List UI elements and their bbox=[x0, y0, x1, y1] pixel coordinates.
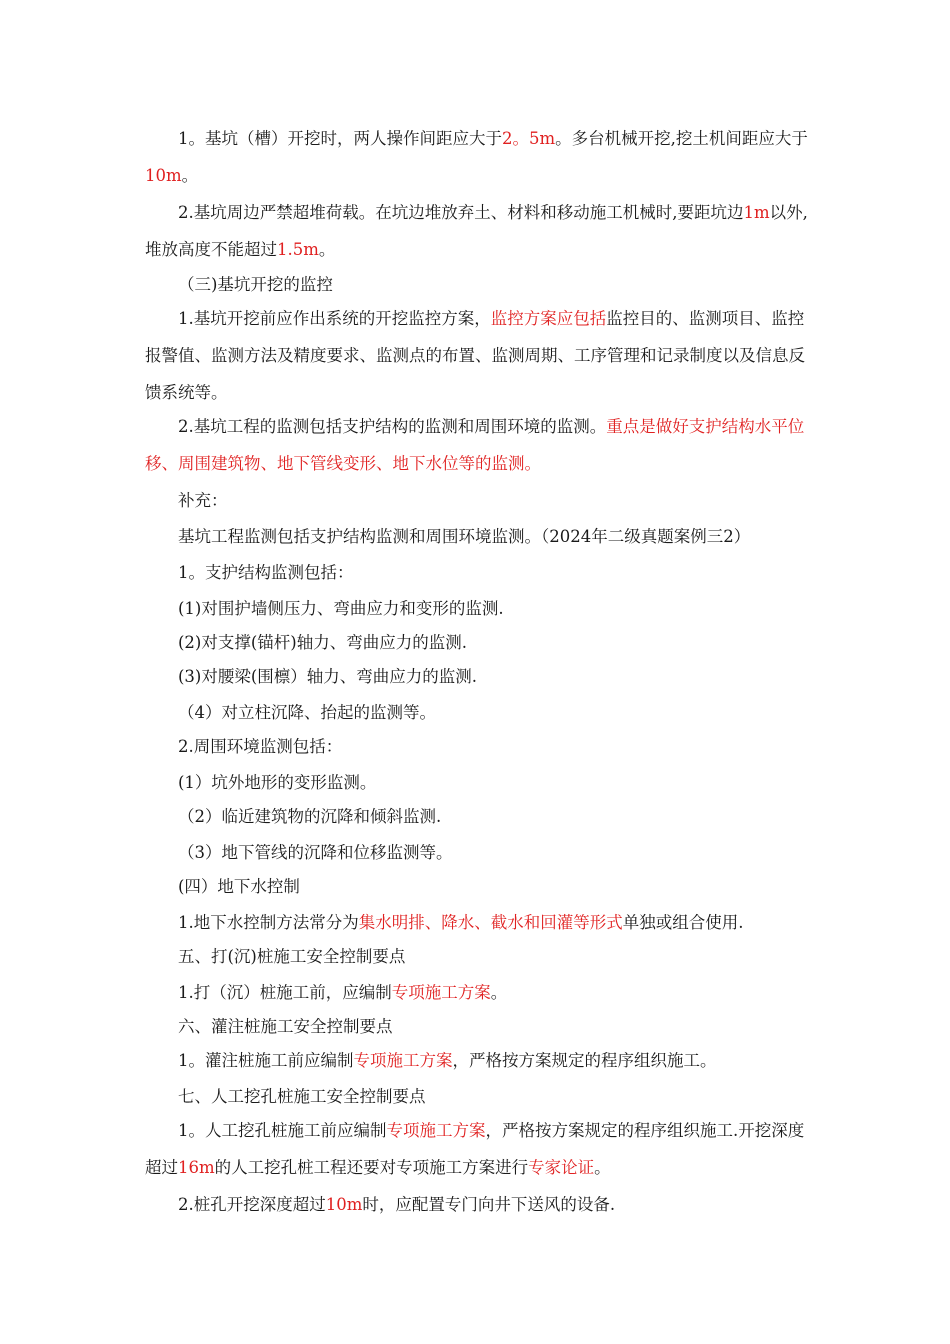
paragraph-manual-pile-plan: 1。人工挖孔桩施工前应编制专项施工方案，严格按方案规定的程序组织施工.开挖深度超过16m的人工挖孔桩工程还要对专项施工方案进行专家论证。 bbox=[145, 1121, 805, 1177]
heading-groundwater-control: (四）地下水控制 bbox=[178, 877, 300, 896]
paragraph-driven-pile-plan: 1.打（沉）桩施工前，应编制专项施工方案。 bbox=[178, 983, 508, 1002]
paragraph-monitoring-scope: 2.基坑工程的监测包括支护结构的监测和周围环境的监测。重点是做好支护结构水平位移、周围建筑物、地下管线变形、地下水位等的监测。 bbox=[145, 417, 805, 473]
paragraph-groundwater-methods: 1.地下水控制方法常分为集水明排、降水、截水和回灌等形式单独或组合使用. bbox=[178, 913, 744, 932]
paragraph-ventilation: 2.桩孔开挖深度超过10m时，应配置专门向井下送风的设备. bbox=[178, 1195, 616, 1214]
heading-support-monitoring: 1。支护结构监测包括： bbox=[178, 563, 354, 582]
paragraph-monitoring-plan: 1.基坑开挖前应作出系统的开挖监控方案，监控方案应包括监控目的、监测项目、监控报警值、监测方法及精度要求、监测点的布置、监测周期、工序管理和记录制度以及信息反馈系统等。 bbox=[145, 309, 805, 402]
list-item-support-2: (2)对支撑(锚杆)轴力、弯曲应力的监测. bbox=[178, 633, 467, 652]
list-item-support-4: （4）对立柱沉降、抬起的监测等。 bbox=[178, 703, 436, 722]
heading-manual-pile: 七、人工挖孔桩施工安全控制要点 bbox=[178, 1087, 426, 1106]
list-item-environment-1: (1）坑外地形的变形监测。 bbox=[178, 773, 377, 792]
heading-driven-pile: 五、打(沉)桩施工安全控制要点 bbox=[178, 947, 406, 966]
paragraph-exam-reference: 基坑工程监测包括支护结构监测和周围环境监测。（2024年二级真题案例三2） bbox=[178, 527, 751, 546]
paragraph-bored-pile-plan: 1。灌注桩施工前应编制专项施工方案，严格按方案规定的程序组织施工。 bbox=[178, 1051, 717, 1070]
paragraph-edge-load: 2.基坑周边严禁超堆荷载。在坑边堆放弃土、材料和移动施工机械时,要距坑边1m以外,堆放高度不能超过1.5m。 bbox=[145, 203, 808, 259]
heading-environment-monitoring: 2.周围环境监测包括： bbox=[178, 737, 343, 756]
list-item-support-3: (3)对腰梁(围檩）轴力、弯曲应力的监测. bbox=[178, 667, 478, 686]
heading-bored-pile: 六、灌注桩施工安全控制要点 bbox=[178, 1017, 393, 1036]
list-item-environment-2: （2）临近建筑物的沉降和倾斜监测. bbox=[178, 807, 442, 826]
list-item-environment-3: （3）地下管线的沉降和位移监测等。 bbox=[178, 843, 453, 862]
paragraph-excavation-spacing: 1。基坑（槽）开挖时，两人操作间距应大于2。5m。多台机械开挖,挖土机间距应大于10m。 bbox=[145, 129, 808, 185]
list-item-support-1: (1)对围护墙侧压力、弯曲应力和变形的监测. bbox=[178, 599, 504, 618]
label-supplement: 补充： bbox=[178, 491, 228, 510]
heading-excavation-monitoring: （三)基坑开挖的监控 bbox=[178, 275, 333, 294]
